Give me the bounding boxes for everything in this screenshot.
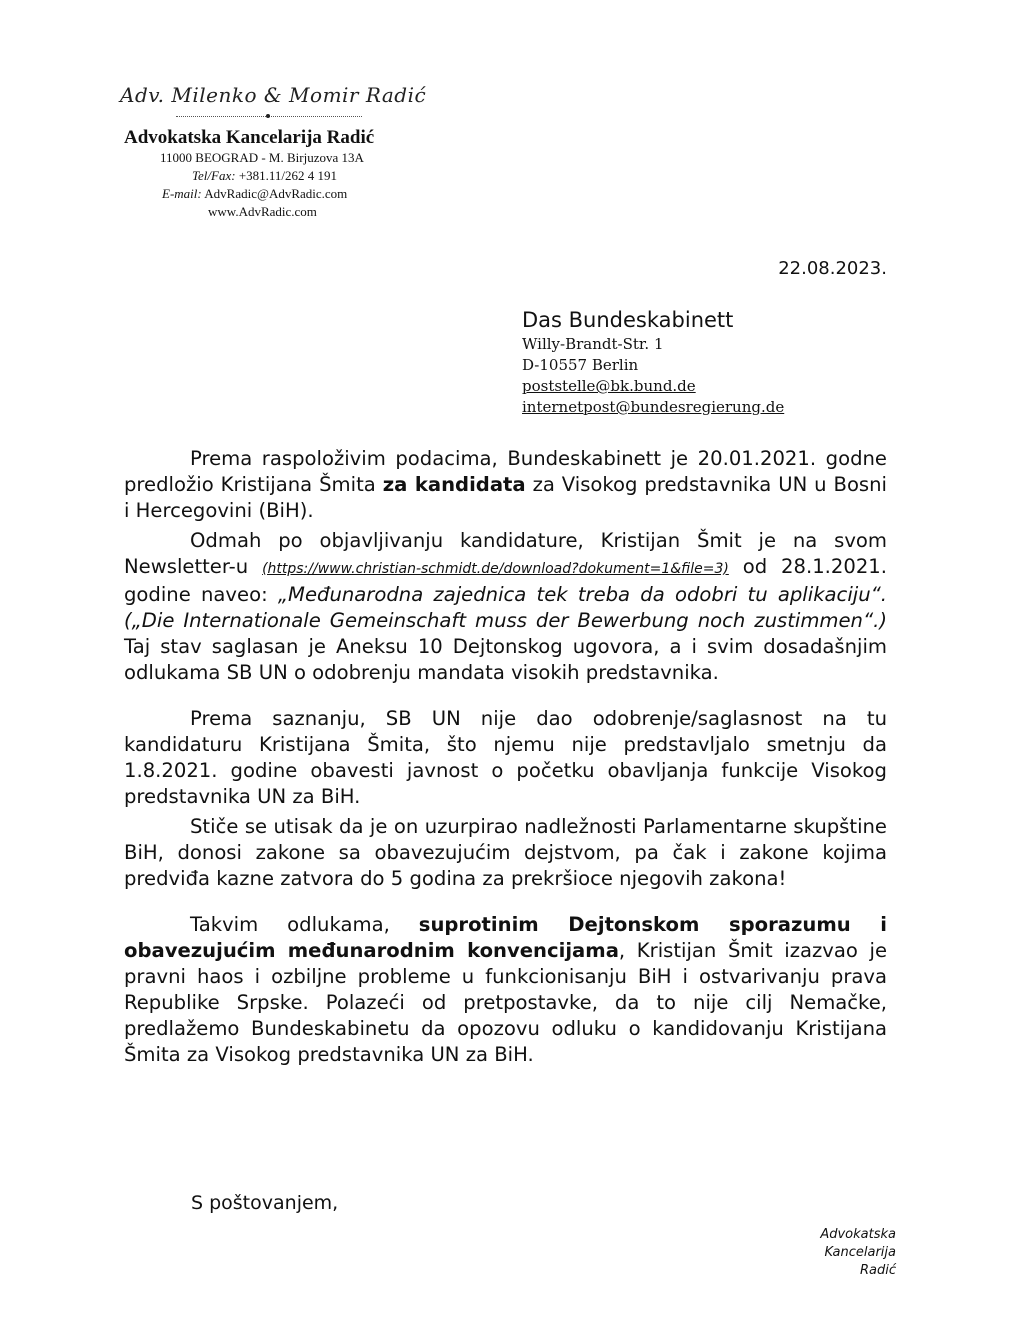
paragraph-1 [124,446,887,524]
closing-salutation: S poštovanjem, [191,1192,339,1214]
p1-text-c: za Visokog predstavnika UN u Bosni i Hercegovini (BiH). [124,473,888,522]
p2-text-d: Taj stav saglasan je Aneksu 10 Dejtonskog ugovora, a i svim dosadašnjim odlukama SB UN o odobrenju mandata visokih predstavnika. [124,635,887,684]
letter-body [124,446,887,1068]
signature-line-1: Advokatska [820,1227,896,1242]
p1-text-a: Prema raspoloživim podacima, Bundeskabinett je 20.01.2021. godne predložio Kristijana Šmita [124,447,887,496]
letterhead [100,80,460,221]
p2-text-b: od 28.1.2021. godine naveo: [124,555,887,606]
signature-line-2: Kancelarija [824,1245,896,1260]
recipient-street: Willy-Brandt-Str. 1 [522,335,664,353]
letterhead-script-name: Adv. Milenko & Momir Radić [120,83,427,107]
signature-line-3: Radić [859,1263,896,1278]
firm-name: Advokatska Kancelarija Radić [124,127,375,148]
recipient-email-2[interactable]: internetpost@bundesregierung.de [522,398,785,416]
recipient-email-1[interactable]: poststelle@bk.bund.de [522,377,696,395]
recipient-block [522,306,784,418]
letter-date: 22.08.2023. [778,258,887,279]
recipient-name: Das Bundeskabinett [522,308,734,332]
p5-text-c: , Kristijan Šmit izazvao je pravni haos i ozbiljne probleme u funkcionisanju BiH i ostvarivanju prava Republike Srpske. Polazeći od pretpostavke, da to nije cilj Nemačke, predlažemo Bundeskabinetu da opozovu odluku o kandidovanju Kristijana Šmita za Visokog predstavnika UN za BiH. [124,939,888,1066]
p5-bold: suprotinim Dejtonskom sporazumu i obavezujućim međunarodnim konvencijama [124,913,888,962]
divider-dot [266,114,270,118]
firm-address: 11000 BEOGRAD - M. Birjuzova 13A [160,150,364,165]
phone-value: +381.11/262 4 191 [238,168,338,183]
email-value: AdvRadic@AdvRadic.com [204,186,348,201]
paragraph-3: Prema saznanju, SB UN nije dao odobrenje/saglasnost na tu kandidaturu Kristijana Šmita, što njemu nije predstavljalo smetnju da 1.8.2021. godine obavesti javnost o početku obavljanja funkcije Visokog predstavnika UN za BiH. [124,707,887,808]
paragraph-2 [124,528,887,686]
letterhead-divider [176,116,362,117]
p1-bold: za kandidata [382,473,526,496]
paragraph-4: Stiče se utisak da je on uzurpirao nadležnosti Parlamentarne skupštine BiH, donosi zakone sa obavezujućim dejstvom, pa čak i zakone kojima predviđa kazne zatvora do 5 godina za prekršioce njegovih zakona! [124,815,887,890]
firm-phone [192,167,460,185]
p2-quote: „Međunarodna zajednica tek treba da odobri tu aplikaciju“. („Die Internationale Gemeinschaft muss der Bewerbung noch zustimmen“.) [124,583,888,632]
firm-email [162,185,460,203]
phone-label: Tel/Fax: [192,168,236,183]
firm-website: www.AdvRadic.com [208,204,317,219]
p5-text-a: Takvim odlukama, [190,913,419,936]
recipient-city: D-10557 Berlin [522,356,639,374]
signature-block [820,1226,896,1280]
p2-text-a: Odmah po objavljivanju kandidature, Kristijan Šmit je na svom Newsletter-u [124,529,887,578]
paragraph-5 [124,912,887,1068]
newsletter-link[interactable]: (https://www.christian-schmidt.de/download?dokument=1&file=3) [262,561,729,577]
email-label: E-mail: [162,186,202,201]
